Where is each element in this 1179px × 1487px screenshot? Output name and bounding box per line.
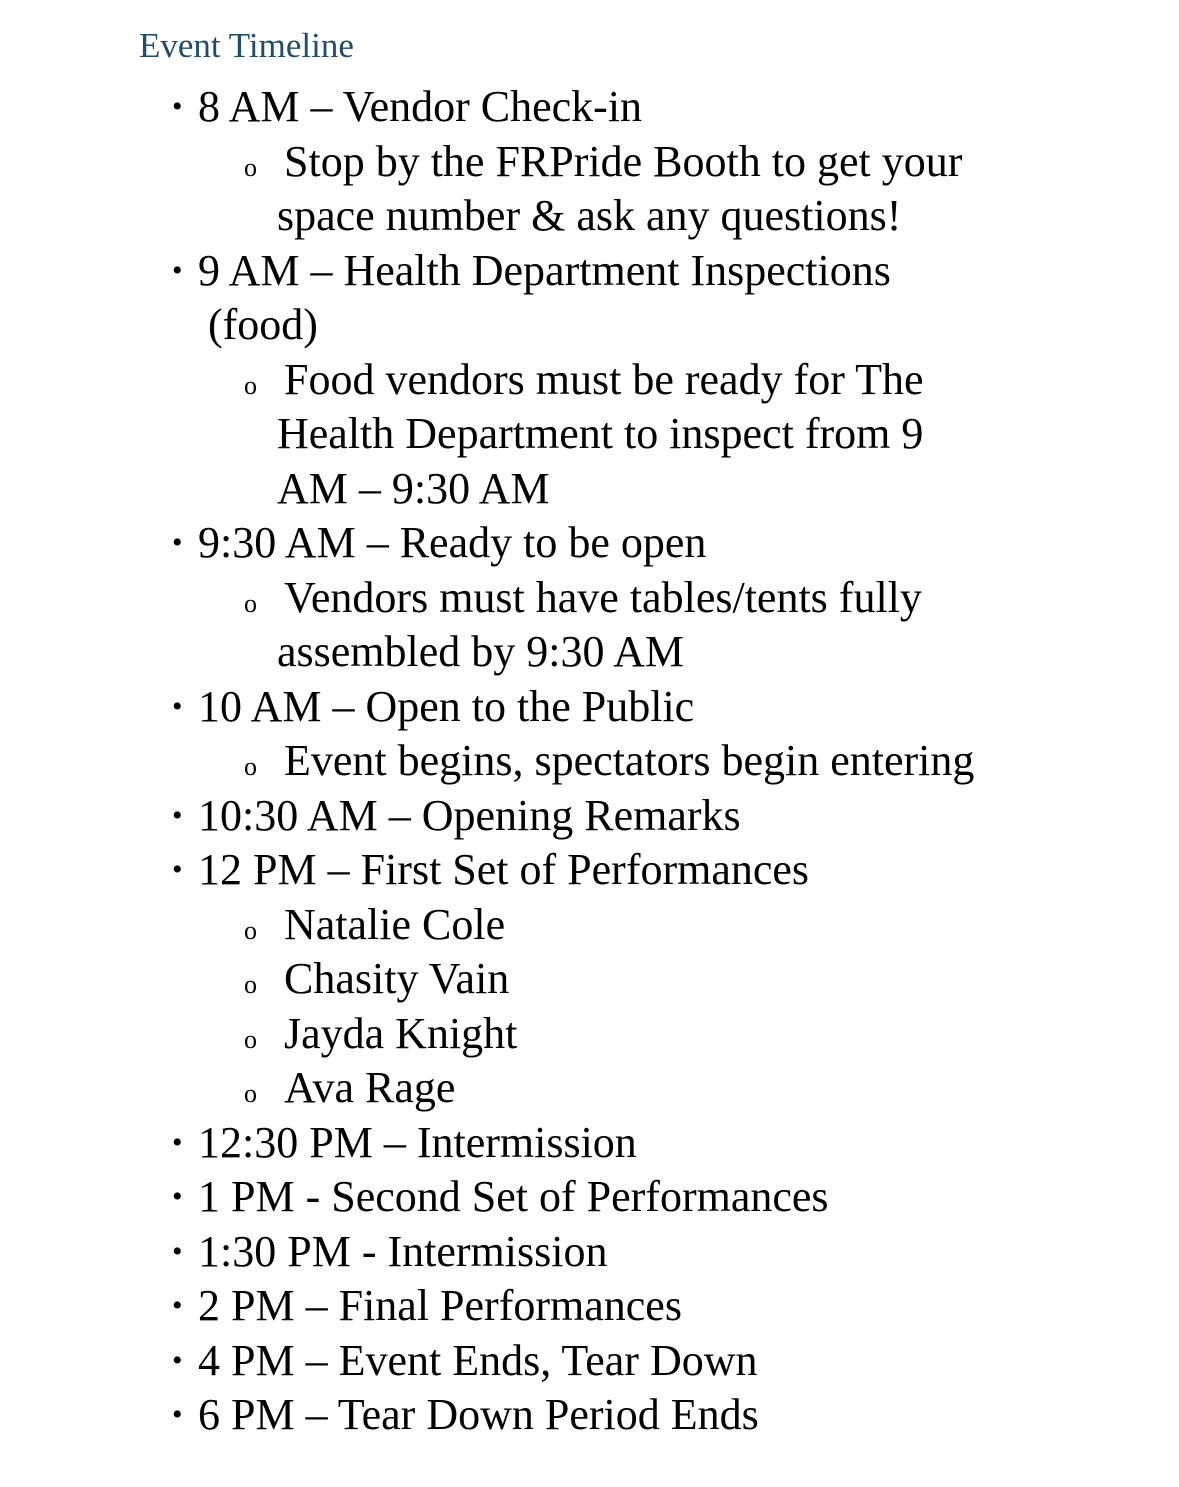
sub-item — [198, 135, 1179, 244]
timeline-item-text: 6 PM – Tear Down Period Ends — [198, 1390, 759, 1439]
timeline-list — [0, 80, 1179, 1443]
sub-item-text: Stop by the FRPride Booth to get your — [284, 136, 963, 186]
sub-item — [198, 353, 1179, 517]
sub-list — [198, 353, 1179, 517]
timeline-item-text: 4 PM – Event Ends, Tear Down — [198, 1335, 758, 1385]
bullet-icon: • — [172, 1234, 183, 1268]
timeline-item — [0, 516, 1179, 680]
timeline-item — [0, 80, 1179, 244]
timeline-item — [0, 1279, 1179, 1334]
timeline-item-text: 10 AM – Open to the Public — [198, 681, 695, 731]
sub-item-text: Event begins, spectators begin entering — [284, 736, 975, 785]
timeline-item-text: 1:30 PM - Intermission — [198, 1226, 608, 1276]
bullet-icon: • — [172, 526, 183, 559]
timeline-item — [0, 789, 1179, 844]
page-title: Event Timeline — [139, 26, 354, 65]
timeline-item — [0, 680, 1179, 789]
sub-item — [198, 1061, 1179, 1116]
timeline-item — [0, 1170, 1179, 1225]
bullet-icon: • — [172, 1343, 183, 1377]
sub-item-text: Vendors must have tables/tents fully — [284, 572, 922, 622]
sub-list — [198, 898, 1179, 1116]
timeline-item — [0, 244, 1179, 517]
circle-bullet-icon: o — [244, 370, 257, 400]
sub-item — [198, 898, 1179, 953]
timeline-item — [0, 1116, 1179, 1171]
timeline-item-text: 2 PM – Final Performances — [198, 1281, 682, 1330]
bullet-icon: • — [172, 1125, 183, 1159]
bullet-icon: • — [172, 853, 183, 886]
sub-item-continuation: space number & ask any questions! — [277, 191, 902, 240]
sub-item-text: Ava Rage — [284, 1063, 456, 1112]
bullet-icon: • — [172, 90, 183, 123]
sub-item-text: Jayda Knight — [284, 1008, 518, 1058]
sub-item-continuation: assembled by 9:30 AM — [277, 627, 684, 676]
bullet-icon: • — [172, 1289, 183, 1322]
timeline-item-continuation: (food) — [208, 300, 318, 349]
circle-bullet-icon: o — [244, 915, 257, 945]
bullet-icon: • — [172, 689, 183, 723]
bullet-icon: • — [172, 1398, 183, 1431]
circle-bullet-icon: o — [244, 1024, 257, 1054]
bullet-icon: • — [172, 1180, 183, 1213]
timeline-item — [0, 1388, 1179, 1443]
timeline-item-text: 9:30 AM – Ready to be open — [198, 518, 707, 567]
timeline-item-text: 12:30 PM – Intermission — [198, 1117, 637, 1167]
circle-bullet-icon: o — [244, 152, 257, 182]
bullet-icon: • — [172, 798, 183, 832]
timeline-item-text: 8 AM – Vendor Check-in — [198, 82, 643, 131]
timeline-item-text: 9 AM – Health Department Inspections — [198, 245, 891, 295]
sub-item — [198, 952, 1179, 1007]
sub-item — [198, 1007, 1179, 1062]
timeline-item — [0, 1225, 1179, 1280]
sub-item — [198, 734, 1179, 789]
sub-item-text: Natalie Cole — [284, 899, 506, 949]
sub-list — [198, 734, 1179, 789]
sub-item-text: Chasity Vain — [284, 954, 510, 1003]
timeline-item — [0, 1334, 1179, 1389]
circle-bullet-icon: o — [244, 588, 257, 618]
circle-bullet-icon: o — [244, 1079, 257, 1108]
bullet-icon: • — [172, 253, 183, 287]
sub-item-text: Food vendors must be ready for The — [284, 354, 924, 404]
sub-item — [198, 571, 1179, 680]
timeline-item-text: 1 PM - Second Set of Performances — [198, 1172, 829, 1221]
sub-item-continuation: Health Department to inspect from 9 — [277, 409, 924, 458]
sub-item-continuation: AM – 9:30 AM — [277, 463, 550, 513]
timeline-item-text: 12 PM – First Set of Performances — [198, 845, 810, 894]
timeline-item-text: 10:30 AM – Opening Remarks — [198, 790, 741, 840]
circle-bullet-icon: o — [244, 752, 257, 781]
timeline-item — [0, 843, 1179, 1116]
circle-bullet-icon: o — [244, 970, 257, 999]
sub-list — [198, 571, 1179, 680]
sub-list — [198, 135, 1179, 244]
